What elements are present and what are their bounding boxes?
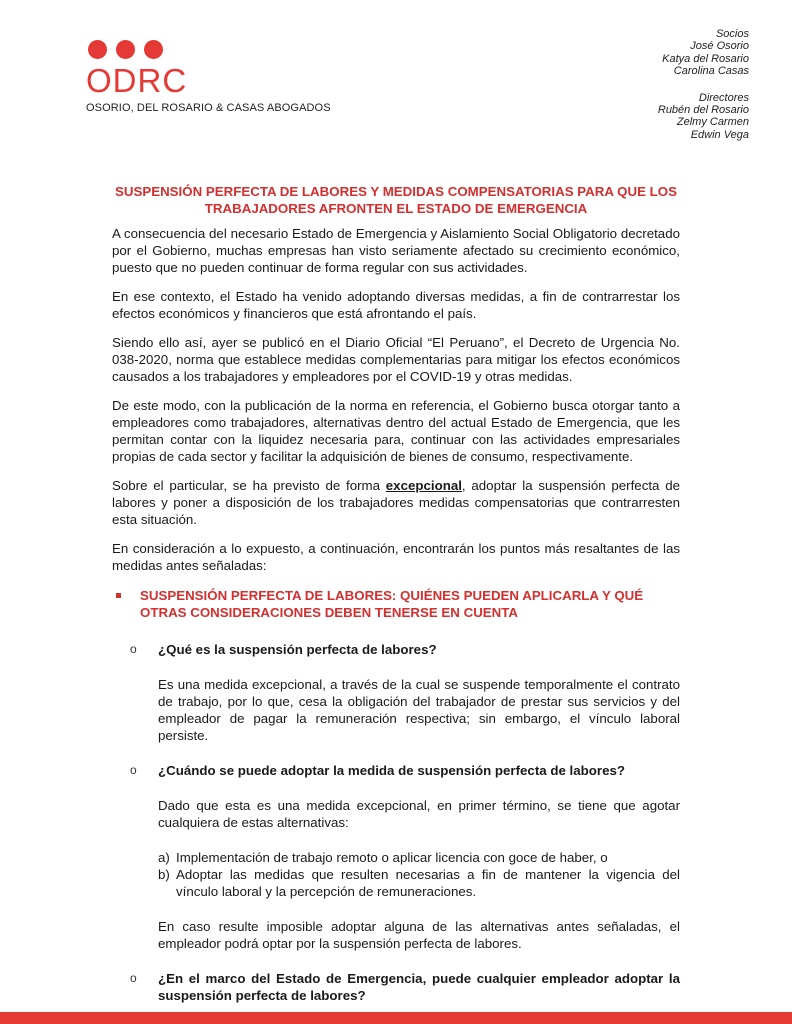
paragraph: De este modo, con la publicación de la norma en referencia, el Gobierno busca otorgar tanto a empleadores como trabajadores, alternativas dentro del actual Estado de Emergencia, que les permitan contar con la liquidez necesaria para, continuar con las actividades empresariales propias de cada sector y facilitar la adquisición de bienes de consumo, respectivamente. xyxy=(112,398,680,464)
alternatives-list xyxy=(112,849,680,900)
director-name: Rubén del Rosario xyxy=(657,104,749,117)
list-item xyxy=(158,866,680,900)
question-text: ¿Qué es la suspensión perfecta de labores? xyxy=(158,642,437,657)
question-text: ¿En el marco del Estado de Emergencia, puede cualquier empleador adoptar la suspensión perfecta de labores? xyxy=(158,971,680,1003)
paragraph-text: Sobre el particular, se ha previsto de forma xyxy=(112,478,386,493)
partner-name: Carolina Casas xyxy=(673,65,749,78)
paragraph: En ese contexto, el Estado ha venido adoptando diversas medidas, a fin de contrarrestar los efectos económicos y financieros que está afrontando el país. xyxy=(112,289,680,321)
paragraph xyxy=(112,477,680,528)
paragraph: A consecuencia del necesario Estado de Emergencia y Aislamiento Social Obligatorio decretado por el Gobierno, muchas empresas han visto seriamente afectado su crecimiento económico, puesto que no pueden continuar de forma regular con sus actividades. xyxy=(112,226,680,275)
logo-dot xyxy=(88,40,107,59)
directores-label: Directores xyxy=(698,91,749,104)
list-item xyxy=(158,849,680,866)
paragraph: Siendo ello así, ayer se publicó en el Diario Oficial “El Peruano”, el Decreto de Urgencia No. 038-2020, norma que establece medidas complementarias para mitigar los efectos económicos causados a los trabajadores y empleadores por el COVID-19 y otras medidas. xyxy=(112,335,680,384)
logo-dot xyxy=(144,40,163,59)
list-item-text: Adoptar las medidas que resulten necesarias a fin de mantener la vigencia del vínculo laboral y la percepción de remuneraciones. xyxy=(176,867,680,899)
section-heading-text: SUSPENSIÓN PERFECTA DE LABORES: QUIÉNES PUEDEN APLICARLA Y QUÉ OTRAS CONSIDERACIONES DEBEN TENERSE EN CUENTA xyxy=(140,588,644,620)
circle-bullet-icon: o xyxy=(130,642,137,656)
list-item-text: Implementación de trabajo remoto o aplicar licencia con goce de haber, o xyxy=(176,850,608,865)
director-name: Zelmy Carmen xyxy=(676,116,749,129)
emphasis-text: excepcional xyxy=(385,478,462,493)
logo-dots xyxy=(86,40,256,62)
answer-paragraph: En caso resulte imposible adoptar alguna de las alternativas antes señaladas, el empleador podrá optar por la suspensión perfecta de labores. xyxy=(158,919,680,951)
list-marker: b) xyxy=(158,867,170,882)
answer-paragraph: Es una medida excepcional, a través de la cual se suspende temporalmente el contrato de trabajo, por lo que, cesa la obligación del trabajador de prestar sus servicios y del empleador de pagar la remuneración respectiva; sin embargo, el vínculo laboral persiste. xyxy=(158,677,680,743)
logo-name: ODRC xyxy=(86,62,188,99)
section-heading xyxy=(112,587,680,621)
document-title: SUSPENSIÓN PERFECTA DE LABORES Y MEDIDAS COMPENSATORIAS PARA QUE LOS TRABAJADORES AFRONTEN EL ESTADO DE EMERGENCIA xyxy=(115,184,677,216)
square-bullet-icon xyxy=(116,593,121,598)
question-heading xyxy=(112,641,680,658)
question-heading xyxy=(112,970,680,1004)
firm-logo xyxy=(86,40,331,114)
question-heading xyxy=(112,762,680,779)
answer-paragraph: Dado que esta es una medida excepcional, en primer término, se tiene que agotar cualquiera de estas alternativas: xyxy=(158,798,680,830)
partners-list xyxy=(658,28,749,141)
partner-name: Katya del Rosario xyxy=(662,52,749,65)
socios-label: Socios xyxy=(715,28,749,40)
paragraph-text: , adoptar la suspensión perfecta de labores y poner a disposición de los trabajadores medidas compensatorias que contrarresten esta situación. xyxy=(112,478,680,527)
list-marker: a) xyxy=(158,850,170,865)
director-name: Edwin Vega xyxy=(690,128,749,141)
logo-dot xyxy=(116,40,135,59)
partner-name: José Osorio xyxy=(690,40,749,53)
circle-bullet-icon: o xyxy=(130,971,137,985)
document-body xyxy=(112,225,680,1004)
circle-bullet-icon: o xyxy=(130,763,137,777)
question-text: ¿Cuándo se puede adoptar la medida de suspensión perfecta de labores? xyxy=(158,763,625,778)
paragraph: En consideración a lo expuesto, a continuación, encontrarán los puntos más resaltantes de las medidas antes señaladas: xyxy=(112,541,680,573)
footer-bar xyxy=(0,1012,792,1024)
logo-subtitle: OSORIO, DEL ROSARIO & CASAS ABOGADOS xyxy=(86,102,331,114)
